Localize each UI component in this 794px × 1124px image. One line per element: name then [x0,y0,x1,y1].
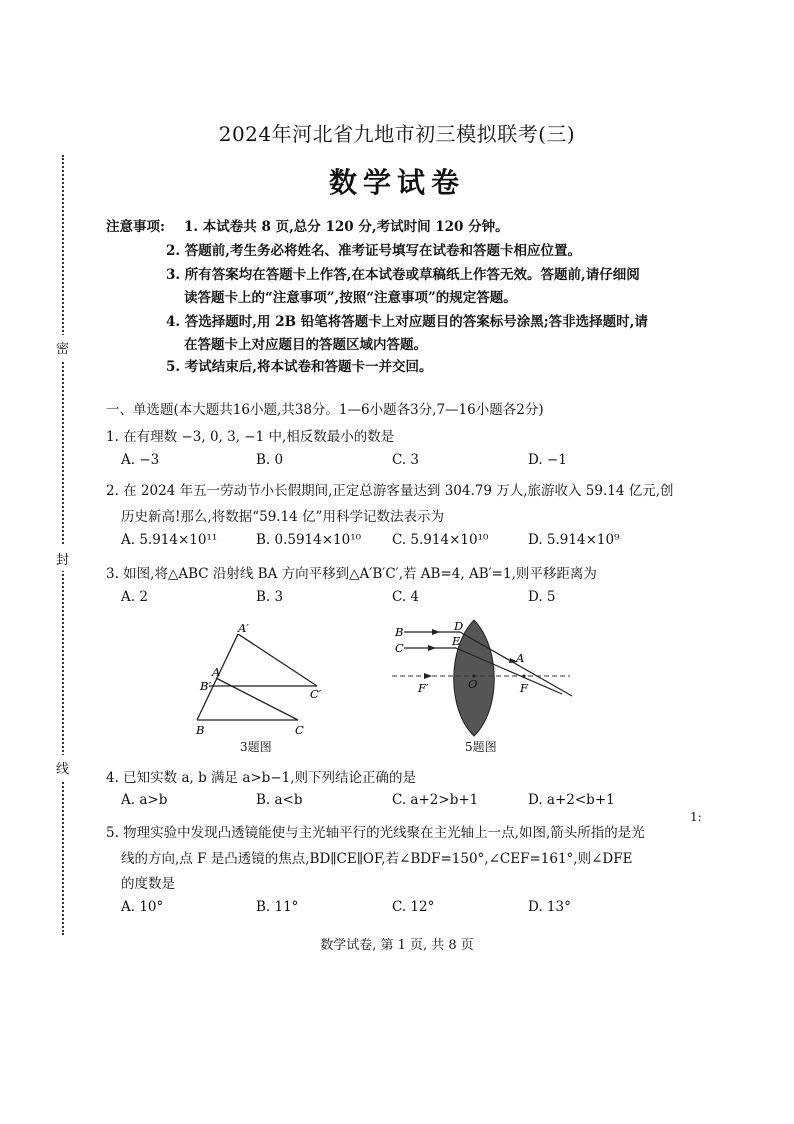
note-item: 读答题卡上的“注意事项”,按照“注意事项”的规定答题。 [184,290,517,306]
exam-subtitle: 数学试卷 [328,166,465,199]
question-5-option-a: A. 10° [121,899,164,915]
fig3-label-a: A [212,665,221,679]
binding-char-feng: 封 [56,546,69,571]
question-3-option-a: A. 2 [121,589,148,605]
fig5-arrow-icon [432,629,440,635]
question-5-option-d: D. 13° [528,899,571,915]
note-item: 3. 所有答案均在答题卡上作答,在本试卷或草稿纸上作答无效。答题前,请仔细阅 [166,267,640,283]
fig5-label-f: F [520,681,528,695]
fig5-label-a: A [516,651,525,665]
question-4-option-d: D. a+2<b+1 [528,792,615,808]
question-5-line1: 5. 物理实验中发现凸透镜能使与主光轴平行的光线聚在主光轴上一点,如图,箭头所指的是光 [106,825,645,841]
fig5-point-f [523,675,526,678]
note-item: 5. 考试结束后,将本试卷和答题卡一并交回。 [166,359,433,375]
fig5-label-d: D [454,619,464,633]
question-2-option-c: C. 5.914×10¹⁰ [392,532,489,548]
notes-label: 注意事项: [106,219,165,235]
question-2-option-a: A. 5.914×10¹¹ [121,532,218,548]
figure-5-caption: 5题图 [465,740,497,754]
question-2-option-d: D. 5.914×10⁹ [528,532,620,548]
question-3-option-b: B. 3 [256,589,284,605]
figure-3-caption: 3题图 [240,740,272,754]
page-footer: 数学试卷, 第 1 页, 共 8 页 [320,938,474,953]
fig5-label-o: O [468,677,478,691]
fig5-label-b: B [395,625,404,639]
question-5-option-c: C. 12° [392,899,435,915]
binding-dotted-line [62,155,64,935]
fig5-arrow-icon [424,673,432,679]
fig3-side-aprime-cprime [238,634,317,686]
question-4-stem: 4. 已知实数 a, b 满足 a>b−1,则下列结论正确的是 [106,770,417,786]
question-3-option-d: D. 5 [528,589,556,605]
question-2-option-b: B. 0.5914×10¹⁰ [256,532,362,548]
note-item: 在答题卡上对应题目的答题区域内答题。 [184,337,427,353]
question-1-option-d: D. −1 [528,452,567,468]
question-3-stem: 3. 如图,将△ABC 沿射线 BA 方向平移到△A′B′C′,若 AB=4, AB′=1,则平移距离为 [106,566,597,582]
figure-3-triangles [180,620,350,755]
edge-mark: 1: [690,810,702,824]
section-title: 一、单选题(本大题共16小题,共38分。1—6小题各3分,7—16小题各2分) [106,402,544,418]
question-5-line3: 的度数是 [121,876,175,892]
note-item: 1. 本试卷共 8 页,总分 120 分,考试时间 120 分钟。 [184,219,509,235]
figure-5-lens [392,618,582,740]
note-item: 2. 答题前,考生务必将姓名、准考证号填写在试卷和答题卡相应位置。 [166,243,581,259]
question-3-option-c: C. 4 [392,589,420,605]
question-4-option-b: B. a<b [256,792,303,808]
fig3-side-a-c [216,678,298,720]
exam-title: 2024年河北省九地市初三模拟联考(三) [218,122,576,146]
question-1-option-c: C. 3 [392,452,420,468]
fig3-label-c: C [295,723,304,737]
question-1-option-a: A. −3 [121,452,160,468]
question-5-option-b: B. 11° [256,899,299,915]
fig3-label-b: B [196,723,205,737]
question-2-line1: 2. 在 2024 年五一劳动节小长假期间,正定总游客量达到 304.79 万人,旅游收入 59.14 亿元,创 [106,483,674,499]
fig5-label-e: E [452,634,461,648]
question-2-line2: 历史新高!那么,将数据“59.14 亿”用科学记数法表示为 [121,509,444,525]
fig5-arrow-icon [428,645,436,651]
fig3-label-cprime: C′ [310,687,322,701]
question-4-option-a: A. a>b [121,792,168,808]
fig3-label-aprime: A′ [238,621,249,635]
note-item: 4. 答选择题时,用 2B 铅笔将答题卡上对应题目的答案标号涂黑;答非选择题时,请 [166,314,648,330]
question-4-option-c: C. a+2>b+1 [392,792,479,808]
fig5-label-c: C [395,641,404,655]
fig3-label-bprime: B′ [200,679,212,693]
binding-char-mi: 密 [56,335,69,360]
question-1-option-b: B. 0 [256,452,284,468]
question-5-line2: 线的方向,点 F 是凸透镜的焦点,BD∥CE∥OF,若∠BDF=150°,∠CEF=161°,则∠DFE [121,851,633,867]
binding-char-xian: 线 [56,755,69,780]
fig5-label-fprime: F′ [418,681,429,695]
question-1-stem: 1. 在有理数 −3, 0, 3, −1 中,相反数最小的数是 [106,429,395,445]
